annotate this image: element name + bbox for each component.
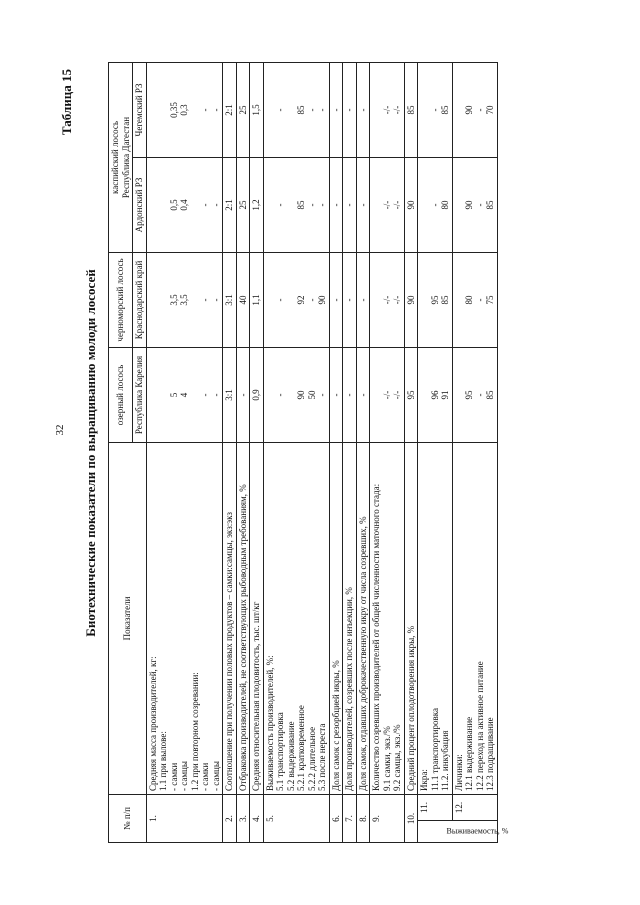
indicator-cell-line: - самки <box>168 762 179 791</box>
value-karelia-line: - <box>357 393 368 397</box>
value-ardon-line <box>265 161 276 249</box>
value-chegem-line <box>419 66 430 154</box>
value-ardon-line <box>148 161 159 249</box>
header-caspian-name: каспийский лосось <box>110 121 120 194</box>
value-karelia-line <box>265 351 276 439</box>
value-chegem <box>329 62 343 157</box>
value-karelia <box>223 347 237 442</box>
value-karelia-line: 50 <box>306 390 317 400</box>
value-ardon-line <box>286 161 297 249</box>
value-karelia-line: - <box>344 393 354 397</box>
value-krasnodar-line: - <box>275 298 285 302</box>
indicator-cell-line: 9.2 самцы, экз./% <box>392 724 402 791</box>
indicator-cell <box>263 442 329 794</box>
value-ardon-line: 1,2 <box>251 199 261 211</box>
value-ardon-line: - <box>210 203 221 207</box>
biotech-indicators-table <box>108 62 509 843</box>
value-krasnodar-line <box>286 256 297 344</box>
value-karelia <box>370 347 405 442</box>
value-ardon <box>236 157 250 252</box>
value-ardon-line: - <box>330 203 341 207</box>
value-karelia <box>146 347 223 442</box>
value-chegem-line: 85 <box>405 105 416 115</box>
row-number: 3. <box>236 794 250 842</box>
value-krasnodar <box>343 252 357 347</box>
value-ardon-line: - <box>357 203 368 207</box>
value-ardon-line <box>454 161 465 249</box>
value-krasnodar <box>223 252 237 347</box>
value-krasnodar-line <box>454 256 465 344</box>
indicator-cell-line: 12.3 подращивание <box>485 717 495 791</box>
value-karelia <box>356 347 370 442</box>
value-krasnodar <box>356 252 370 347</box>
value-karelia <box>343 347 357 442</box>
value-chegem <box>263 62 329 157</box>
row-number: 9. <box>370 794 405 842</box>
indicator-cell-line: 5.2.1 кратковременное <box>296 705 306 791</box>
value-karelia-line: 95 <box>464 390 474 400</box>
table-row <box>223 62 237 842</box>
value-krasnodar <box>418 252 453 347</box>
header-indicator: Показатели <box>109 442 147 794</box>
row-number: 6. <box>329 794 343 842</box>
value-krasnodar-line <box>190 256 201 344</box>
value-krasnodar-line: - <box>210 298 221 302</box>
indicator-cell <box>356 442 370 794</box>
indicator-cell-line: Средняя относительная плодовитость, тыс. шт/кг <box>251 601 261 791</box>
value-ardon-line: - <box>306 203 317 207</box>
value-ardon <box>404 157 418 252</box>
value-karelia-line <box>454 351 465 439</box>
indicator-cell-line: 11.2. инкубация <box>440 730 450 791</box>
value-chegem-line <box>148 66 159 154</box>
row-number: 8. <box>356 794 370 842</box>
survival-side-label: Выживаемость, % <box>446 826 509 836</box>
indicator-cell-line: 5.2.2 длительное <box>306 726 317 791</box>
value-krasnodar <box>370 252 405 347</box>
value-krasnodar-line <box>371 256 382 344</box>
table-row <box>236 62 250 842</box>
row-number: 4. <box>250 794 264 842</box>
value-chegem-line: - <box>200 108 210 112</box>
value-krasnodar <box>329 252 343 347</box>
value-ardon-line: - <box>317 203 327 207</box>
value-chegem-line: 90 <box>464 105 474 115</box>
value-chegem-line: - <box>474 108 485 112</box>
value-krasnodar-line <box>148 256 159 344</box>
value-chegem-line: 0,3 <box>179 104 189 116</box>
indicator-cell <box>329 442 343 794</box>
indicator-cell-line: Отбраковка производителей, не соответствующих рыбоводным требованиям, % <box>237 484 248 791</box>
value-ardon-line <box>371 161 382 249</box>
value-krasnodar-line: - <box>330 298 341 302</box>
table-row <box>343 62 357 842</box>
value-ardon-line: 25 <box>237 200 248 210</box>
header-ardon: Ардонский РЗ <box>133 157 147 252</box>
value-krasnodar-line: - <box>200 298 210 302</box>
row-number: 12. <box>452 794 497 820</box>
value-ardon-line: - <box>275 203 285 207</box>
table-label: Таблица 15 <box>59 69 74 136</box>
value-karelia-line: 91 <box>440 390 450 400</box>
header-num: № п/п <box>109 794 147 842</box>
value-ardon <box>263 157 329 252</box>
value-ardon <box>356 157 370 252</box>
value-ardon <box>343 157 357 252</box>
header-chernomorsky: черноморский лосось <box>109 252 133 347</box>
value-karelia <box>236 347 250 442</box>
row-number: 5. <box>263 794 329 842</box>
indicator-cell-line: - самцы <box>179 761 189 791</box>
value-krasnodar-line: - <box>474 298 485 302</box>
value-chegem-line: - <box>317 108 327 112</box>
value-karelia-line: 4 <box>179 392 189 398</box>
value-karelia-line <box>158 351 169 439</box>
table-row <box>146 62 223 842</box>
indicator-cell-line: Доля самок, отдавших доброкачественную икру от числа созревших, % <box>357 516 368 791</box>
table-row <box>418 62 453 842</box>
value-chegem-line <box>265 66 276 154</box>
value-ardon <box>370 157 405 252</box>
value-karelia-line <box>148 351 159 439</box>
value-krasnodar-line: 90 <box>405 295 416 305</box>
indicator-cell <box>343 442 357 794</box>
value-ardon <box>223 157 237 252</box>
value-chegem-line: 70 <box>485 105 495 115</box>
value-karelia <box>250 347 264 442</box>
table-title: Биотехнические показатели по выращиванию молоди лососей <box>83 269 98 637</box>
value-ardon <box>452 157 497 252</box>
value-karelia-line: - <box>275 393 285 397</box>
value-karelia-line: 3:1 <box>224 389 234 401</box>
indicator-cell-line: Доля производителей, созревших после инъекции, % <box>344 587 354 791</box>
indicator-cell-line: 5.3 после нереста <box>317 723 327 791</box>
value-ardon-line: 0,5 <box>168 199 179 211</box>
value-krasnodar-line: 75 <box>485 295 495 305</box>
value-ardon-line <box>190 161 201 249</box>
indicator-cell-line: 9.1 самки, экз./% <box>381 726 392 791</box>
value-chegem <box>452 62 497 157</box>
value-chegem-line <box>190 66 201 154</box>
value-karelia-line: 96 <box>429 390 440 400</box>
value-karelia <box>452 347 497 442</box>
value-chegem <box>236 62 250 157</box>
table-body <box>146 62 509 842</box>
value-krasnodar-line <box>158 256 169 344</box>
indicator-cell-line: Средняя масса производителей, кг: <box>147 656 158 791</box>
value-ardon-line: 0,4 <box>179 199 189 211</box>
value-chegem-line: -/- <box>381 105 392 115</box>
value-ardon <box>329 157 343 252</box>
survival-side-cell <box>418 821 509 843</box>
value-chegem-line <box>286 66 297 154</box>
indicator-cell <box>250 442 264 794</box>
indicator-cell-line: Средний процент оплодотворения икры, % <box>405 625 416 791</box>
indicator-cell-line: - самцы <box>210 761 221 791</box>
indicator-cell-line: Икра: <box>419 769 429 791</box>
value-karelia-line: - <box>317 393 327 397</box>
value-chegem <box>356 62 370 157</box>
value-karelia-line: 95 <box>405 390 416 400</box>
value-karelia-line: -/- <box>392 390 402 400</box>
table-row <box>404 62 418 842</box>
value-chegem <box>418 62 453 157</box>
value-karelia-line <box>286 351 297 439</box>
table-row <box>370 62 405 842</box>
table-row <box>356 62 370 842</box>
header-krasnodar: Краснодарский край <box>133 252 147 347</box>
value-chegem <box>250 62 264 157</box>
indicator-cell <box>404 442 418 794</box>
indicator-cell-line: Личинки: <box>453 754 464 791</box>
value-ardon-line: -/- <box>381 200 392 210</box>
value-krasnodar-line: -/- <box>392 295 402 305</box>
value-chegem <box>223 62 237 157</box>
value-ardon-line: 85 <box>296 200 306 210</box>
header-chegem: Чегемский РЗ <box>133 62 147 157</box>
value-krasnodar-line: - <box>344 298 354 302</box>
value-ardon-line: - <box>474 203 485 207</box>
indicator-cell <box>146 442 223 794</box>
value-karelia-line: - <box>210 393 221 397</box>
indicator-cell <box>236 442 250 794</box>
row-number: 2. <box>223 794 237 842</box>
indicator-cell-line: Выживаемость производителей, %: <box>264 655 275 791</box>
value-chegem-line <box>371 66 382 154</box>
table-row <box>250 62 264 842</box>
header-dagestan: Республика Дагестан <box>120 116 131 199</box>
value-chegem-line <box>454 66 465 154</box>
value-krasnodar <box>404 252 418 347</box>
row-number: 1. <box>146 794 223 842</box>
header-row-1 <box>109 62 133 842</box>
value-krasnodar-line: 3,5 <box>179 294 189 306</box>
value-chegem-line: 1,5 <box>251 104 261 116</box>
table-row <box>452 62 497 842</box>
row-number: 7. <box>343 794 357 842</box>
value-krasnodar <box>236 252 250 347</box>
header-karelia: Республика Карелия <box>133 347 147 442</box>
value-karelia <box>418 347 453 442</box>
value-ardon-line: - <box>200 203 210 207</box>
indicator-cell-line: - самки <box>200 762 210 791</box>
value-ardon <box>250 157 264 252</box>
value-chegem-line: - <box>357 108 368 112</box>
value-chegem-line: - <box>330 108 341 112</box>
value-karelia-line: - <box>237 393 248 397</box>
value-ardon <box>418 157 453 252</box>
indicator-cell-line: Соотношение при получении половых продуктов – самки:самцы, экз:экз <box>224 512 234 791</box>
value-krasnodar-line: 3:1 <box>224 294 234 306</box>
value-krasnodar-line <box>419 256 430 344</box>
value-ardon-line: -/- <box>392 200 402 210</box>
indicator-cell-line: 5.2 выдерживание <box>285 721 296 791</box>
value-chegem <box>343 62 357 157</box>
value-krasnodar-line: 95 <box>429 295 440 305</box>
value-ardon-line: 90 <box>464 200 474 210</box>
value-karelia <box>329 347 343 442</box>
value-karelia-line <box>371 351 382 439</box>
indicator-cell-line: Количество созревших производителей от общей численности маточного стада: <box>371 483 381 791</box>
value-ardon-line: - <box>429 203 440 207</box>
value-karelia-line: 85 <box>485 390 495 400</box>
value-ardon <box>146 157 223 252</box>
indicator-cell-line: 1.2 при повторном созревании: <box>189 672 200 791</box>
value-karelia-line <box>190 351 201 439</box>
row-number: 11. <box>418 794 453 820</box>
header-ozerny: озерный лосось <box>109 347 133 442</box>
value-krasnodar-line: 1,1 <box>251 294 261 306</box>
value-chegem <box>370 62 405 157</box>
value-karelia-line: -/- <box>381 390 392 400</box>
value-chegem-line: 85 <box>440 105 450 115</box>
indicator-cell-line: 12.2 переход на активное питание <box>474 661 485 791</box>
value-krasnodar <box>250 252 264 347</box>
value-chegem-line: - <box>344 108 354 112</box>
value-ardon-line: 90 <box>405 200 416 210</box>
value-krasnodar-line: 90 <box>317 295 327 305</box>
indicator-cell <box>370 442 405 794</box>
value-krasnodar-line: 85 <box>440 295 450 305</box>
value-chegem-line: -/- <box>392 105 402 115</box>
value-karelia <box>263 347 329 442</box>
value-ardon-line: 80 <box>440 200 450 210</box>
value-chegem-line: 2:1 <box>224 104 234 116</box>
value-krasnodar-line: 92 <box>296 295 306 305</box>
value-krasnodar-line: - <box>306 298 317 302</box>
rotated-page-content <box>59 63 593 843</box>
value-ardon-line <box>419 161 430 249</box>
indicator-cell-line: 1.1 при вылове: <box>158 731 168 791</box>
header-caspian <box>109 62 133 252</box>
value-krasnodar <box>263 252 329 347</box>
value-krasnodar-line <box>265 256 276 344</box>
value-chegem-line: - <box>429 108 440 112</box>
indicator-cell-line: Доля самок с резорбцией икры, % <box>330 660 341 791</box>
value-chegem <box>146 62 223 157</box>
indicator-cell-line: 11.1 транспортировка <box>429 708 440 791</box>
value-chegem-line: - <box>210 108 221 112</box>
value-karelia-line <box>419 351 430 439</box>
page-number: 32 <box>54 424 66 436</box>
indicator-cell <box>223 442 237 794</box>
value-karelia-line: - <box>474 393 485 397</box>
value-chegem-line: 85 <box>296 105 306 115</box>
value-karelia-line: 90 <box>296 390 306 400</box>
value-krasnodar-line: -/- <box>381 295 392 305</box>
value-karelia-line: 0,9 <box>251 389 261 401</box>
value-krasnodar-line: 3,5 <box>168 294 179 306</box>
value-ardon-line: - <box>344 203 354 207</box>
indicator-cell-line: 12.1 выдерживание <box>464 716 474 791</box>
value-krasnodar <box>452 252 497 347</box>
table-row <box>263 62 329 842</box>
value-chegem-line: - <box>275 108 285 112</box>
value-karelia-line: - <box>330 393 341 397</box>
value-krasnodar <box>146 252 223 347</box>
indicator-cell <box>452 442 497 794</box>
value-karelia-line: - <box>200 393 210 397</box>
value-karelia-line: 5 <box>168 392 179 398</box>
value-chegem-line: 0,35 <box>168 102 179 118</box>
value-chegem-line: - <box>306 108 317 112</box>
row-number: 10. <box>404 794 418 842</box>
value-chegem-line <box>158 66 169 154</box>
indicator-cell-line: 5.1 транспортировка <box>275 712 285 791</box>
value-chegem-line: 25 <box>237 105 248 115</box>
value-ardon-line <box>158 161 169 249</box>
value-krasnodar-line: 80 <box>464 295 474 305</box>
table-row <box>329 62 343 842</box>
value-ardon-line: 2:1 <box>224 199 234 211</box>
indicator-cell <box>418 442 453 794</box>
value-krasnodar-line: - <box>357 298 368 302</box>
value-krasnodar-line: 40 <box>237 295 248 305</box>
value-ardon-line: 85 <box>485 200 495 210</box>
value-karelia <box>404 347 418 442</box>
value-chegem <box>404 62 418 157</box>
